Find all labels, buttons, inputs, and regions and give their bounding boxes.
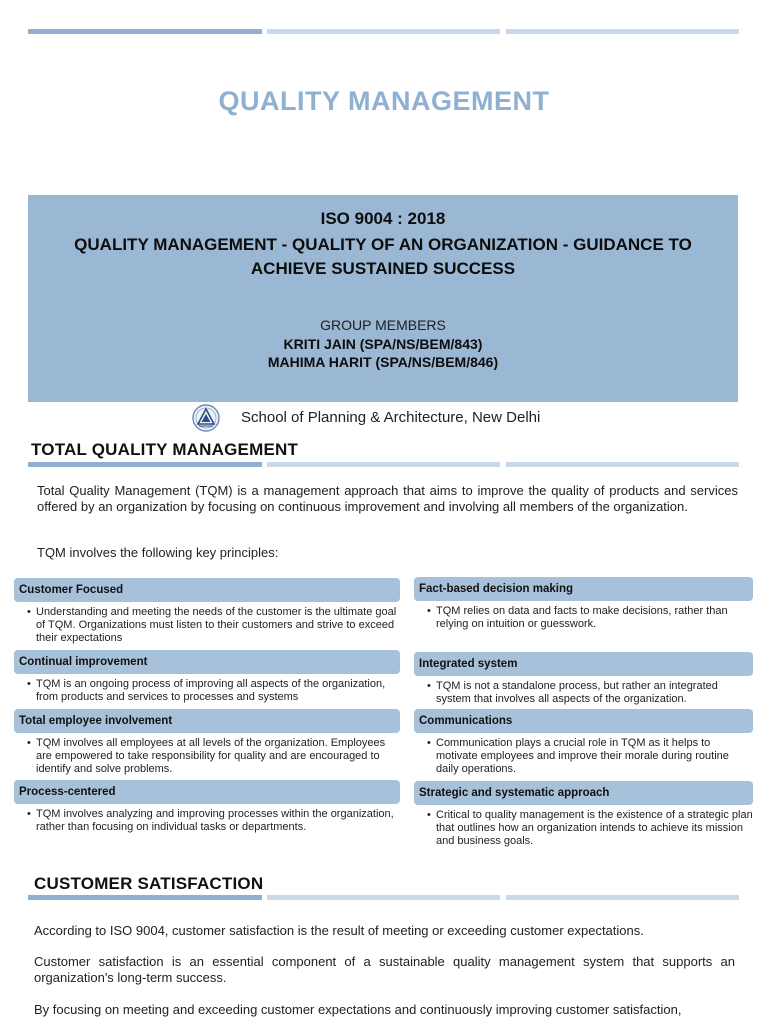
customer-satisfaction-heading: CUSTOMER SATISFACTION — [34, 874, 264, 893]
group-members-label: GROUP MEMBERS — [320, 317, 446, 333]
tqm-heading: TOTAL QUALITY MANAGEMENT — [31, 440, 299, 459]
principle-text: • Understanding and meeting the needs of the customer is the ultimate goal of TQM. Organizations must listen to their customers and strive to exceed their expectations — [27, 606, 397, 644]
principle-text: • TQM involves all employees at all levels of the organization. Employees are empowered to take responsibility for quality and are encouraged to identify and solve problems. — [27, 737, 386, 775]
principle-title: Customer Focused — [14, 578, 400, 602]
header-rule — [28, 29, 262, 34]
principle-text: • Communication plays a crucial role in TQM as it helps to motivate employees and improve their morale during routine daily operations. — [427, 737, 729, 775]
principle-text: • TQM is not a standalone process, but rather an integrated system that involves all aspects of the organization. — [427, 680, 718, 705]
principle-title: Continual improvement — [14, 650, 400, 674]
section-rule — [267, 895, 500, 900]
standard-subtitle: QUALITY MANAGEMENT - QUALITY OF AN ORGANIZATION - GUIDANCE TO ACHIEVE SUSTAINED SUCCESS — [74, 235, 692, 278]
cs-paragraph: By focusing on meeting and exceeding customer expectations and continuously improving customer satisfaction, — [34, 1002, 682, 1017]
section-rule — [506, 462, 739, 467]
tqm-principles-intro: TQM involves the following key principles: — [37, 545, 279, 560]
principle-title: Total employee involvement — [14, 709, 400, 733]
principle-text: • TQM involves analyzing and improving processes within the organization, rather than focusing on individual tasks or departments. — [27, 808, 394, 833]
header-rule — [267, 29, 500, 34]
principle-text: • TQM is an ongoing process of improving all aspects of the organization, from products and services to processes and systems — [27, 678, 386, 703]
header-rule — [506, 29, 739, 34]
cs-paragraph: According to ISO 9004, customer satisfaction is the result of meeting or exceeding customer expectations. — [34, 923, 644, 938]
group-member: KRITI JAIN (SPA/NS/BEM/843) — [283, 336, 483, 352]
section-rule — [506, 895, 739, 900]
principle-title: Strategic and systematic approach — [414, 781, 753, 805]
group-member: MAHIMA HARIT (SPA/NS/BEM/846) — [267, 354, 499, 370]
principle-title: Communications — [414, 709, 753, 733]
standard-number: ISO 9004 : 2018 — [320, 209, 446, 228]
tqm-intro: Total Quality Management (TQM) is a management approach that aims to improve the quality of products and services offered by an organization by focusing on continuous improvement and involving all members of the organization. — [37, 483, 738, 514]
section-rule — [28, 462, 262, 467]
page-title: QUALITY MANAGEMENT — [218, 86, 550, 116]
principle-title: Process-centered — [14, 780, 400, 804]
title-banner — [28, 195, 738, 402]
principle-title: Fact-based decision making — [414, 577, 753, 601]
spa-logo-icon — [191, 403, 221, 433]
section-rule — [267, 462, 500, 467]
institution-name: School of Planning & Architecture, New Delhi — [241, 409, 541, 426]
principle-text: • TQM relies on data and facts to make decisions, rather than relying on intuition or guesswork. — [427, 605, 728, 630]
cs-paragraph: Customer satisfaction is an essential component of a sustainable quality management system that supports an organization's long-term success. — [34, 954, 735, 985]
principle-title: Integrated system — [414, 652, 753, 676]
section-rule — [28, 895, 262, 900]
principle-text: • Critical to quality management is the existence of a strategic plan that outlines how an organization intends to achieve its mission and business goals. — [427, 809, 753, 847]
